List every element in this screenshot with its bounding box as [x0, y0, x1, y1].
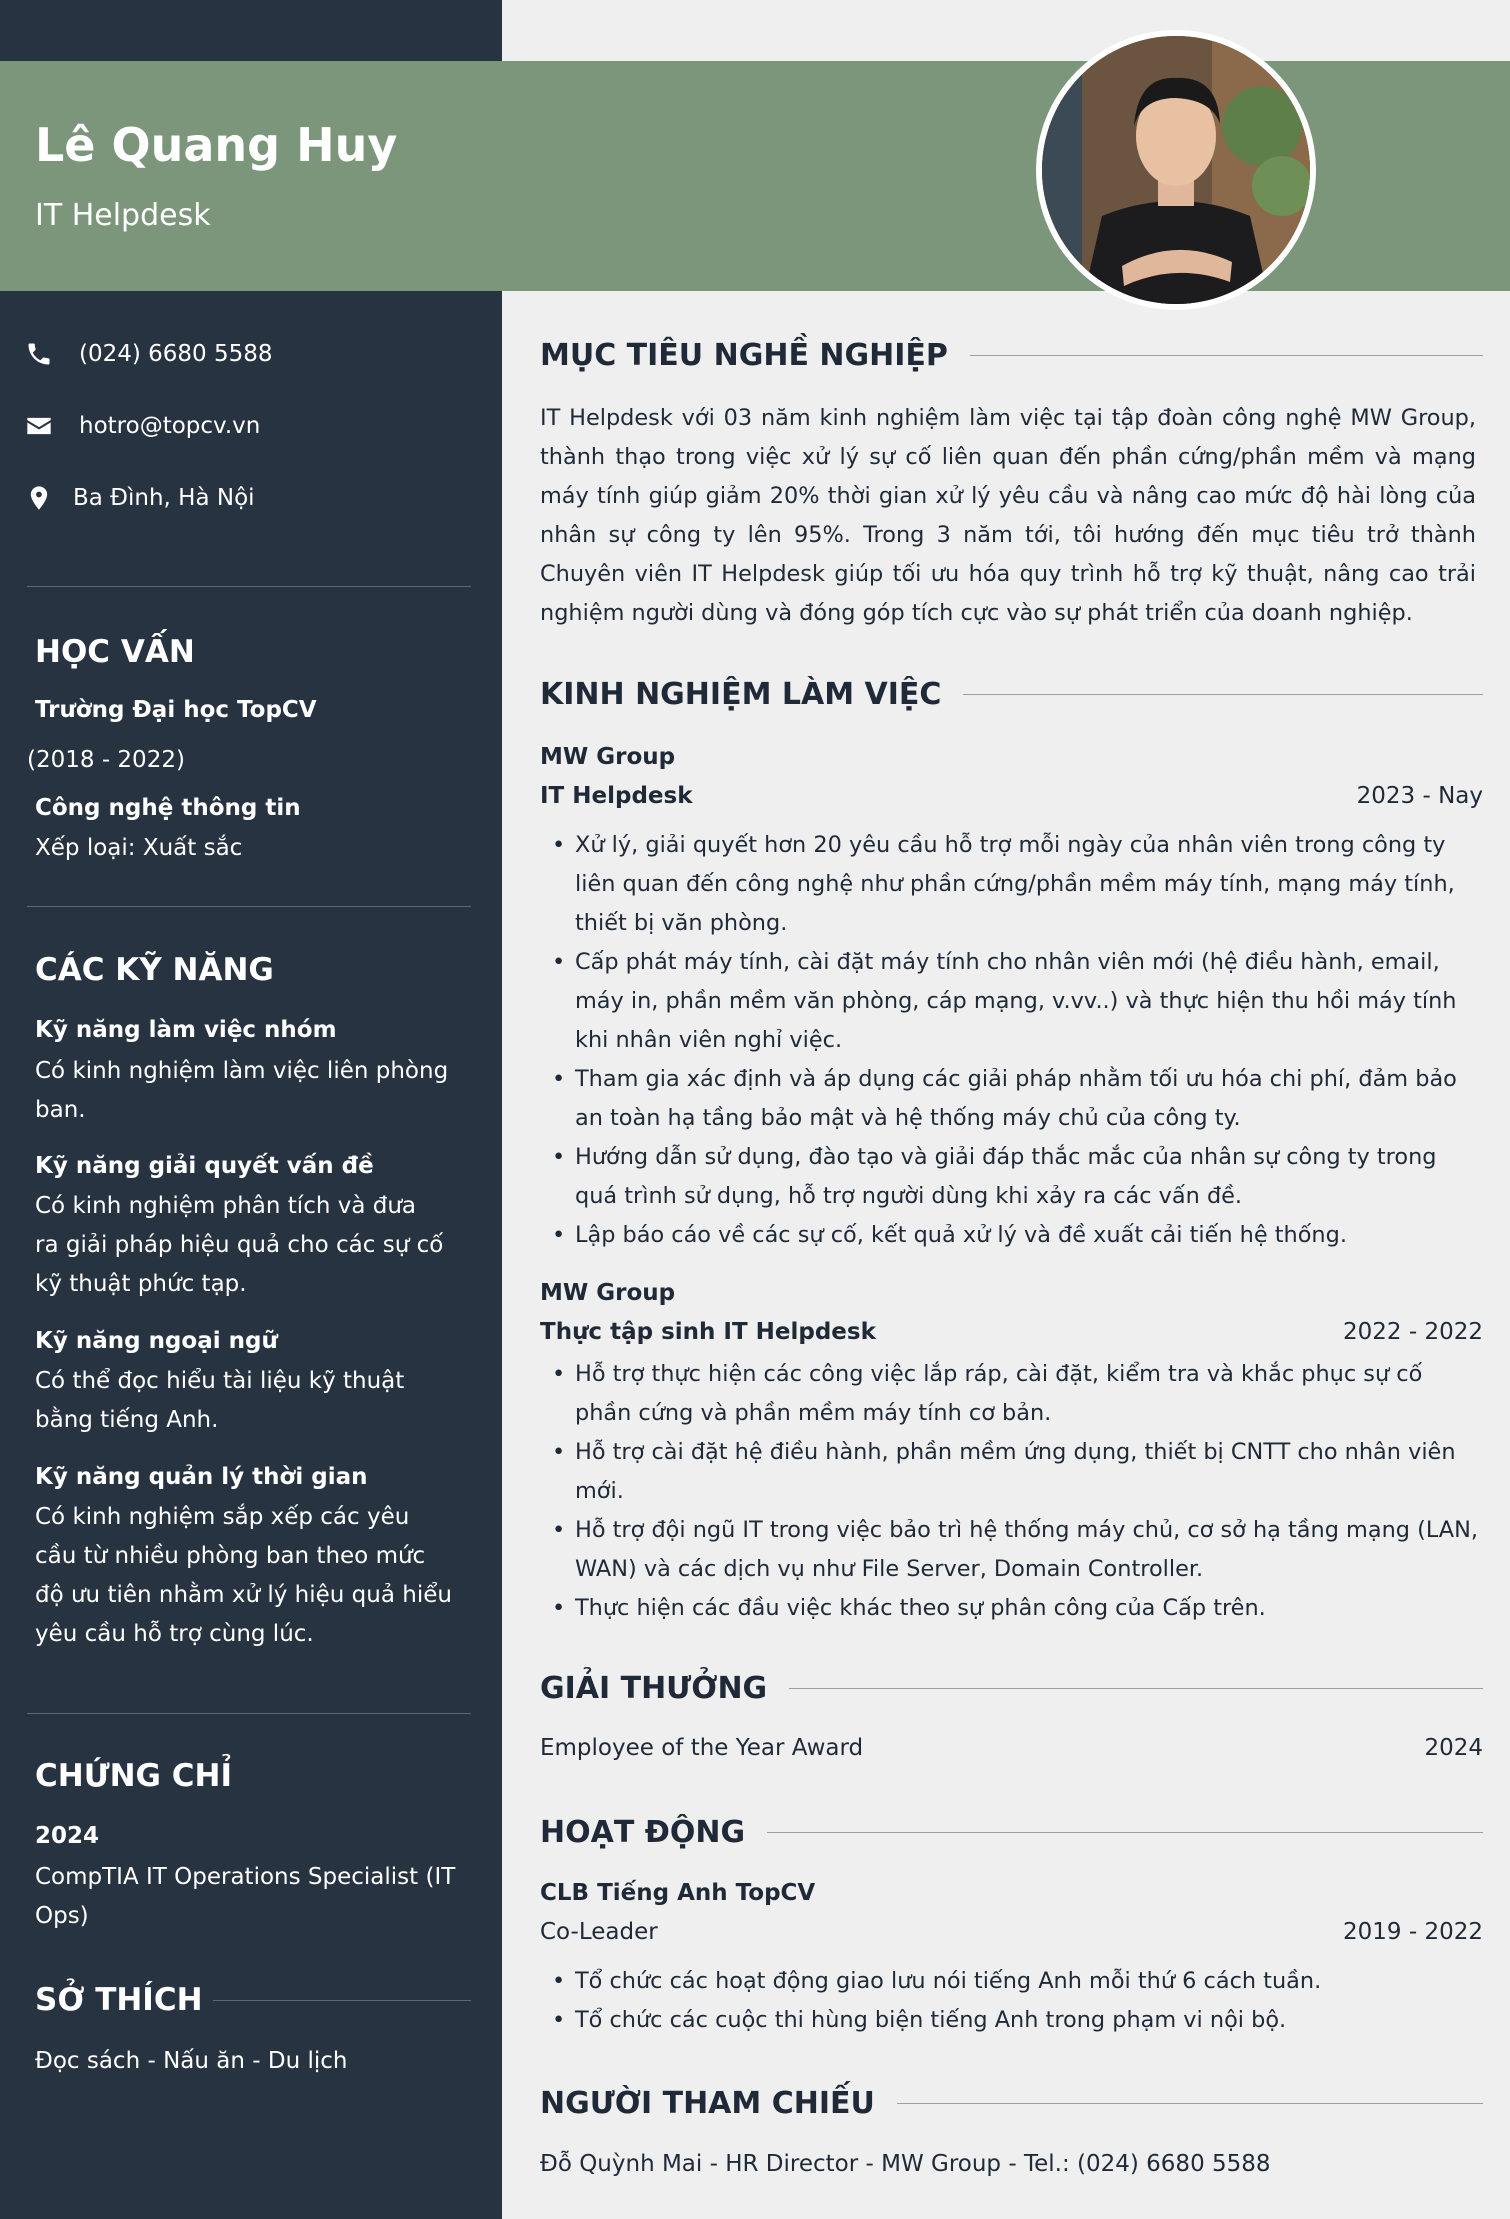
activity-bullet: • Tổ chức các cuộc thi hùng biện tiếng Anh trong phạm vi nội bộ.: [552, 2001, 1478, 2040]
heading-rule: [963, 694, 1483, 695]
education-years: (2018 - 2022): [27, 747, 185, 773]
activity-org: CLB Tiếng Anh TopCV: [540, 1880, 816, 1906]
sidebar-divider: [27, 586, 471, 587]
activities-heading: [540, 1815, 1483, 1850]
job-bullet: • Thực hiện các đầu việc khác theo sự phân công của Cấp trên.: [552, 1589, 1478, 1628]
objective-text: IT Helpdesk với 03 năm kinh nghiệm làm việc tại tập đoàn công nghệ MW Group, thành thạo trong việc xử lý sự cố liên quan đến phần cứng/phần mềm và mạng máy tính giúp giảm 20% thời gian xử lý yêu cầu và nâng cao mức độ hài lòng của nhân sự công ty lên 95%. Trong 3 năm tới, tôi hướng đến mục tiêu trở thành Chuyên viên IT Helpdesk giúp tối ưu hóa quy trình hỗ trợ kỹ thuật, nâng cao trải nghiệm người dùng và đóng góp tích cực vào sự phát triển của doanh nghiệp.: [540, 405, 1476, 626]
map-pin-icon: [25, 484, 53, 512]
activity-role: Co-Leader: [540, 1919, 658, 1945]
certificate-year: 2024: [35, 1823, 100, 1849]
activities-heading-text: HOẠT ĐỘNG: [540, 1815, 746, 1850]
phone-text: (024) 6680 5588: [79, 341, 273, 367]
job-company: MW Group: [540, 744, 676, 770]
activity-bullets: [552, 1962, 1478, 2040]
award-year: 2024: [1424, 1735, 1483, 1761]
education-major: Công nghệ thông tin: [35, 795, 301, 821]
candidate-name: Lê Quang Huy: [35, 118, 398, 172]
job-role: Thực tập sinh IT Helpdesk: [540, 1319, 876, 1345]
job-bullet: • Hỗ trợ cài đặt hệ điều hành, phần mềm ứng dụng, thiết bị CNTT cho nhân viên mới.: [552, 1433, 1478, 1511]
skill-name: Kỹ năng quản lý thời gian: [35, 1464, 368, 1490]
certificate-name: CompTIA IT Operations Specialist (IT Ops): [35, 1864, 456, 1929]
contact-address: [25, 484, 255, 512]
sidebar-divider: [27, 906, 471, 907]
skill-desc: Có kinh nghiệm phân tích và đưa ra giải pháp hiệu quả cho các sự cố kỹ thuật phức tạp.: [35, 1193, 444, 1297]
skill-name: Kỹ năng ngoại ngữ: [35, 1328, 278, 1354]
envelope-icon: [25, 412, 53, 440]
sidebar-divider: [27, 1713, 471, 1714]
job-bullet: • Hỗ trợ thực hiện các công việc lắp ráp, cài đặt, kiểm tra và khắc phục sự cố phần cứng và phần mềm máy tính cơ bản.: [552, 1355, 1478, 1433]
contact-phone: [25, 340, 273, 368]
avatar: [1036, 30, 1316, 310]
job-period: 2022 - 2022: [1343, 1319, 1483, 1345]
references-heading-text: NGƯỜI THAM CHIẾU: [540, 2086, 875, 2121]
candidate-title: IT Helpdesk: [35, 198, 211, 233]
job-company: MW Group: [540, 1280, 676, 1306]
experience-heading: [540, 677, 1483, 712]
hobbies-divider: [213, 2000, 471, 2001]
awards-heading-text: GIẢI THƯỞNG: [540, 1671, 768, 1706]
heading-rule: [970, 355, 1483, 356]
activity-bullet: • Tổ chức các hoạt động giao lưu nói tiếng Anh mỗi thứ 6 cách tuần.: [552, 1962, 1478, 2001]
contact-email: [25, 412, 260, 440]
education-school: Trường Đại học TopCV: [35, 697, 317, 723]
heading-rule: [767, 1832, 1483, 1833]
job-bullet: • Tham gia xác định và áp dụng các giải pháp nhằm tối ưu hóa chi phí, đảm bảo an toàn hạ tầng bảo mật và hệ thống máy chủ của công ty.: [552, 1060, 1478, 1138]
job-bullet: • Hỗ trợ đội ngũ IT trong việc bảo trì hệ thống máy chủ, cơ sở hạ tầng mạng (LAN, WAN) và các dịch vụ như File Server, Domain Controller.: [552, 1511, 1478, 1589]
hobbies-heading-row: [35, 1982, 471, 2018]
education-grade: Xếp loại: Xuất sắc: [35, 835, 243, 861]
skill-desc: Có thể đọc hiểu tài liệu kỹ thuật bằng tiếng Anh.: [35, 1368, 405, 1433]
job-bullet: • Hướng dẫn sử dụng, đào tạo và giải đáp thắc mắc của nhân sự công ty trong quá trình sử dụng, hỗ trợ người dùng khi xảy ra các vấn đề.: [552, 1138, 1478, 1216]
skill-desc: Có kinh nghiệm sắp xếp các yêu cầu từ nhiều phòng ban theo mức độ ưu tiên nhằm xử lý hiệu quả hiểu yêu cầu hỗ trợ cùng lúc.: [35, 1504, 452, 1647]
heading-rule: [789, 1688, 1483, 1689]
awards-heading: [540, 1671, 1483, 1706]
address-text: Ba Đình, Hà Nội: [73, 485, 255, 511]
job-bullets: [552, 826, 1478, 1255]
job-role: IT Helpdesk: [540, 783, 693, 809]
job-bullet: • Lập báo cáo về các sự cố, kết quả xử lý và đề xuất cải tiến hệ thống.: [552, 1216, 1478, 1255]
hobbies-text: Đọc sách - Nấu ăn - Du lịch: [35, 2048, 348, 2074]
skill-desc: Có kinh nghiệm làm việc liên phòng ban.: [35, 1058, 449, 1123]
reference-text: Đỗ Quỳnh Mai - HR Director - MW Group - Tel.: (024) 6680 5588: [540, 2151, 1271, 2177]
job-period: 2023 - Nay: [1356, 783, 1483, 809]
avatar-photo: [1042, 36, 1310, 304]
skill-name: Kỹ năng làm việc nhóm: [35, 1017, 337, 1043]
skills-heading: CÁC KỸ NĂNG: [35, 952, 274, 988]
heading-rule: [897, 2103, 1483, 2104]
hobbies-heading: SỞ THÍCH: [35, 1982, 203, 2018]
job-bullet: • Xử lý, giải quyết hơn 20 yêu cầu hỗ trợ mỗi ngày của nhân viên trong công ty liên quan đến công nghệ như phần cứng/phần mềm máy tính, mạng máy tính, thiết bị văn phòng.: [552, 826, 1478, 943]
job-bullets: [552, 1355, 1478, 1628]
education-heading: HỌC VẤN: [35, 634, 195, 670]
experience-heading-text: KINH NGHIỆM LÀM VIỆC: [540, 677, 942, 712]
phone-icon: [25, 340, 53, 368]
job-bullet: • Cấp phát máy tính, cài đặt máy tính cho nhân viên mới (hệ điều hành, email, máy in, phần mềm văn phòng, cáp mạng, v.vv..) và thực hiện thu hồi máy tính khi nhân viên nghỉ việc.: [552, 943, 1478, 1060]
objective-heading-text: MỤC TIÊU NGHỀ NGHIỆP: [540, 338, 948, 373]
award-name: Employee of the Year Award: [540, 1735, 864, 1761]
references-heading: [540, 2086, 1483, 2121]
activity-period: 2019 - 2022: [1343, 1919, 1483, 1945]
certificates-heading: CHỨNG CHỈ: [35, 1758, 233, 1794]
skill-name: Kỹ năng giải quyết vấn đề: [35, 1153, 374, 1179]
objective-heading: [540, 338, 1483, 373]
email-text: hotro@topcv.vn: [79, 413, 261, 439]
